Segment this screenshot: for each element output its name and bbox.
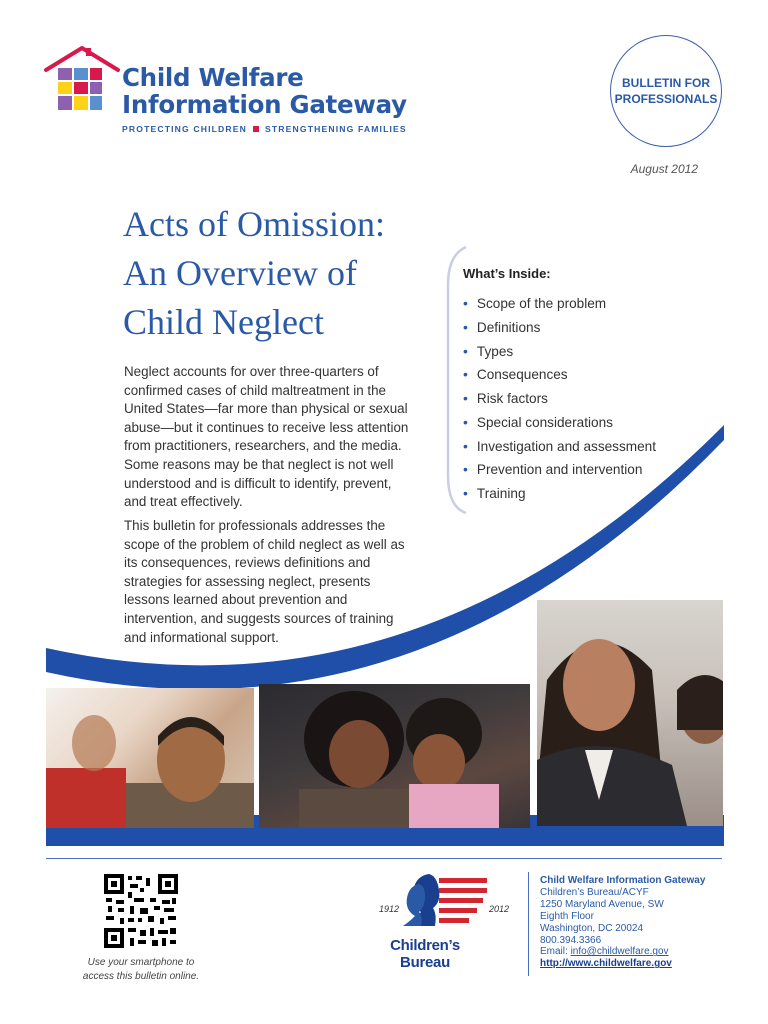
contact-phone: 800.394.3366 <box>540 934 602 946</box>
list-item: • Types <box>463 342 514 359</box>
photo-professional-women <box>537 600 723 826</box>
logo-line-2: Information Gateway <box>122 90 407 119</box>
photo-man-and-woman <box>46 688 254 828</box>
badge-line-1: BULLETIN FOR <box>622 76 710 90</box>
contact-line: Eighth Floor <box>540 910 594 922</box>
list-item: • Special considerations <box>463 413 613 430</box>
contact-line: Children’s Bureau/ACYF <box>540 886 649 898</box>
publication-date: August 2012 <box>630 162 698 176</box>
badge-line-2: PROFESSIONALS <box>614 92 718 106</box>
logo-line-1: Child Welfare <box>122 63 304 92</box>
list-item: • Risk factors <box>463 390 548 406</box>
cb-year-start: 1912 <box>379 904 400 914</box>
footer-vertical-divider <box>528 872 529 976</box>
whats-inside-heading: What’s Inside: <box>463 266 551 281</box>
title-line-1: Acts of Omission: <box>123 204 386 244</box>
gateway-house-logo-icon <box>44 44 120 120</box>
tagline-separator-square <box>253 126 259 132</box>
cb-year-end: 2012 <box>489 904 510 914</box>
photo-mother-and-child <box>259 684 530 828</box>
contact-org: Child Welfare Information Gateway <box>540 875 706 886</box>
contact-block <box>540 875 705 970</box>
childrens-bureau-name: Children’s Bureau <box>390 937 460 971</box>
qr-caption: Use your smartphone to access this bulletin online. <box>82 957 200 982</box>
qr-code-icon[interactable] <box>104 874 178 948</box>
summary-paragraph: This bulletin for professionals addresses the scope of the problem of child neglect as well as its consequences, reviews definitions and strategies for assessing neglect, presents lessons learned about prevention and intervention, and suggests sources of training and informational support. <box>124 518 405 645</box>
tagline-right: STRENGTHENING FAMILIES <box>264 124 407 134</box>
contact-line: 1250 Maryland Avenue, SW <box>540 898 664 910</box>
footer-divider <box>46 858 722 859</box>
list-item: • Training <box>463 485 526 501</box>
email-link[interactable]: info@childwelfare.gov <box>570 946 669 958</box>
bulletin-badge <box>610 35 722 147</box>
intro-paragraph: Neglect accounts for over three-quarters of confirmed cases of child maltreatment in the United States—far more than physical or sexual abuse—but it continues to receive less attention from practitioners, researchers, and the media. Some reasons may be that neglect is not well understood and is difficult to identify, prevent, and treat effectively. <box>124 364 409 510</box>
title-line-3: Child Neglect <box>123 302 324 342</box>
logo-wordmark <box>122 64 407 118</box>
contact-email-row: Email: info@childwelfare.gov <box>540 946 669 958</box>
list-item: • Consequences <box>463 366 568 383</box>
list-item: • Scope of the problem <box>463 295 607 311</box>
list-item: • Prevention and intervention <box>463 461 643 478</box>
logo-tagline <box>122 124 407 134</box>
tagline-left: PROTECTING CHILDREN <box>122 124 247 134</box>
website-link[interactable]: http://www.childwelfare.gov <box>540 958 672 970</box>
contact-line: Washington, DC 20024 <box>540 922 644 934</box>
title-line-2: An Overview of <box>123 253 357 293</box>
list-item: • Definitions <box>463 318 541 335</box>
list-item: • Investigation and assessment <box>463 437 656 454</box>
page-title <box>123 200 443 347</box>
whats-inside-list <box>463 292 656 506</box>
